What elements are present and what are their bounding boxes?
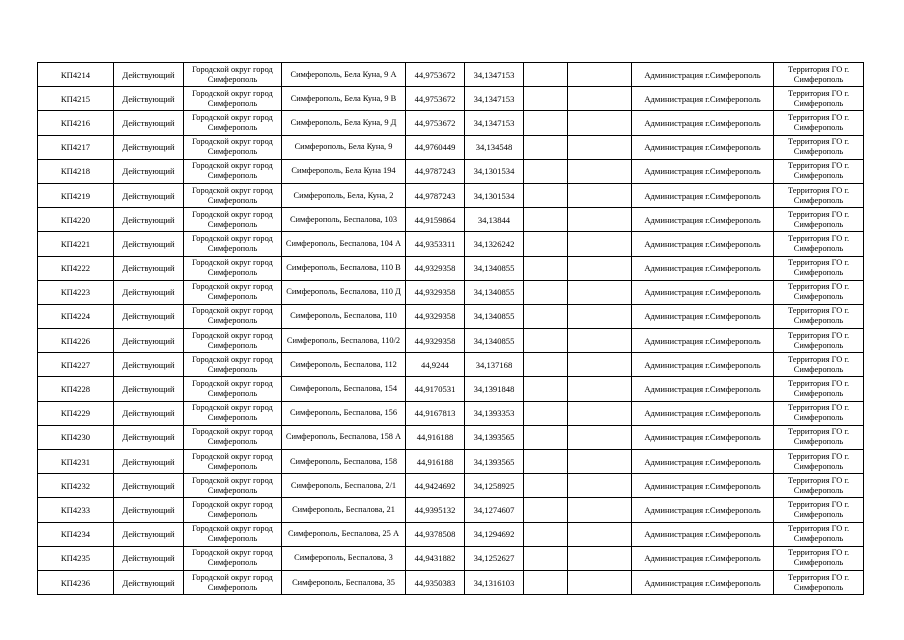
cell-territory: Территория ГО г. Симферополь bbox=[774, 183, 864, 207]
table-row bbox=[38, 401, 864, 425]
cell-empty-2 bbox=[568, 256, 632, 280]
cell-region: Городской округ город Симферополь bbox=[184, 232, 282, 256]
cell-status: Действующий bbox=[114, 135, 184, 159]
cell-empty-1 bbox=[524, 425, 568, 449]
table-row bbox=[38, 546, 864, 570]
table-row bbox=[38, 280, 864, 304]
table-row bbox=[38, 450, 864, 474]
cell-region: Городской округ город Симферополь bbox=[184, 546, 282, 570]
cell-territory: Территория ГО г. Симферополь bbox=[774, 232, 864, 256]
cell-latitude: 44,9329358 bbox=[406, 256, 465, 280]
cell-owner: Администрация г.Симферополь bbox=[632, 111, 774, 135]
cell-latitude: 44,9329358 bbox=[406, 329, 465, 353]
cell-empty-2 bbox=[568, 353, 632, 377]
cell-latitude: 44,9753672 bbox=[406, 87, 465, 111]
cell-status: Действующий bbox=[114, 232, 184, 256]
cell-address: Симферополь, Бела Куна 194 bbox=[282, 159, 406, 183]
cell-territory: Территория ГО г. Симферополь bbox=[774, 425, 864, 449]
cell-id: КП4223 bbox=[38, 280, 114, 304]
cell-address: Симферополь, Беспалова, 158 А bbox=[282, 425, 406, 449]
cell-region: Городской округ город Симферополь bbox=[184, 353, 282, 377]
cell-owner: Администрация г.Симферополь bbox=[632, 450, 774, 474]
cell-latitude: 44,9167813 bbox=[406, 401, 465, 425]
cell-address: Симферополь, Беспалова, 110 bbox=[282, 304, 406, 328]
cell-longitude: 34,1393353 bbox=[465, 401, 524, 425]
cell-id: КП4214 bbox=[38, 63, 114, 87]
cell-latitude: 44,9787243 bbox=[406, 159, 465, 183]
cell-address: Симферополь, Беспалова, 156 bbox=[282, 401, 406, 425]
cell-empty-1 bbox=[524, 159, 568, 183]
table-row bbox=[38, 183, 864, 207]
cell-empty-1 bbox=[524, 208, 568, 232]
cell-status: Действующий bbox=[114, 425, 184, 449]
cell-empty-2 bbox=[568, 474, 632, 498]
cell-empty-2 bbox=[568, 111, 632, 135]
cell-region: Городской округ город Симферополь bbox=[184, 135, 282, 159]
table-row bbox=[38, 111, 864, 135]
cell-owner: Администрация г.Симферополь bbox=[632, 425, 774, 449]
cell-owner: Администрация г.Симферополь bbox=[632, 256, 774, 280]
cell-address: Симферополь, Беспалова, 110/2 bbox=[282, 329, 406, 353]
cell-region: Городской округ город Симферополь bbox=[184, 63, 282, 87]
cell-empty-1 bbox=[524, 232, 568, 256]
cell-status: Действующий bbox=[114, 111, 184, 135]
cell-empty-2 bbox=[568, 208, 632, 232]
cell-longitude: 34,1258925 bbox=[465, 474, 524, 498]
cell-owner: Администрация г.Симферополь bbox=[632, 159, 774, 183]
cell-id: КП4230 bbox=[38, 425, 114, 449]
cell-status: Действующий bbox=[114, 256, 184, 280]
cell-empty-1 bbox=[524, 498, 568, 522]
cell-territory: Территория ГО г. Симферополь bbox=[774, 570, 864, 594]
cell-id: КП4231 bbox=[38, 450, 114, 474]
cell-territory: Территория ГО г. Симферополь bbox=[774, 353, 864, 377]
cell-owner: Администрация г.Симферополь bbox=[632, 474, 774, 498]
cell-region: Городской округ город Симферополь bbox=[184, 304, 282, 328]
cell-id: КП4226 bbox=[38, 329, 114, 353]
cell-address: Симферополь, Бела Куна, 9 bbox=[282, 135, 406, 159]
cell-empty-2 bbox=[568, 498, 632, 522]
cell-longitude: 34,1340855 bbox=[465, 329, 524, 353]
cell-empty-1 bbox=[524, 353, 568, 377]
cell-latitude: 44,9424692 bbox=[406, 474, 465, 498]
cell-latitude: 44,9753672 bbox=[406, 111, 465, 135]
cell-longitude: 34,1316103 bbox=[465, 570, 524, 594]
cell-id: КП4220 bbox=[38, 208, 114, 232]
cell-owner: Администрация г.Симферополь bbox=[632, 183, 774, 207]
cell-address: Симферополь, Бела Куна, 9 А bbox=[282, 63, 406, 87]
cell-status: Действующий bbox=[114, 329, 184, 353]
table-row bbox=[38, 498, 864, 522]
cell-longitude: 34,134548 bbox=[465, 135, 524, 159]
cell-id: КП4228 bbox=[38, 377, 114, 401]
cell-status: Действующий bbox=[114, 304, 184, 328]
table-row bbox=[38, 353, 864, 377]
table-row bbox=[38, 63, 864, 87]
table-row bbox=[38, 232, 864, 256]
cell-owner: Администрация г.Симферополь bbox=[632, 87, 774, 111]
cell-region: Городской округ город Симферополь bbox=[184, 522, 282, 546]
cell-region: Городской округ город Симферополь bbox=[184, 256, 282, 280]
cell-status: Действующий bbox=[114, 546, 184, 570]
cell-territory: Территория ГО г. Симферополь bbox=[774, 256, 864, 280]
cell-longitude: 34,1294692 bbox=[465, 522, 524, 546]
cell-empty-1 bbox=[524, 256, 568, 280]
cell-id: КП4235 bbox=[38, 546, 114, 570]
table-row bbox=[38, 87, 864, 111]
cell-longitude: 34,1274607 bbox=[465, 498, 524, 522]
cell-status: Действующий bbox=[114, 401, 184, 425]
cell-id: КП4215 bbox=[38, 87, 114, 111]
cell-address: Симферополь, Беспалова, 103 bbox=[282, 208, 406, 232]
cell-owner: Администрация г.Симферополь bbox=[632, 208, 774, 232]
cell-latitude: 44,9170531 bbox=[406, 377, 465, 401]
cell-latitude: 44,9159864 bbox=[406, 208, 465, 232]
cell-longitude: 34,1347153 bbox=[465, 111, 524, 135]
cell-id: КП4234 bbox=[38, 522, 114, 546]
cell-empty-1 bbox=[524, 63, 568, 87]
cell-territory: Территория ГО г. Симферополь bbox=[774, 377, 864, 401]
cell-latitude: 44,9753672 bbox=[406, 63, 465, 87]
cell-region: Городской округ город Симферополь bbox=[184, 425, 282, 449]
cell-id: КП4217 bbox=[38, 135, 114, 159]
cell-latitude: 44,9395132 bbox=[406, 498, 465, 522]
cell-empty-2 bbox=[568, 304, 632, 328]
cell-owner: Администрация г.Симферополь bbox=[632, 232, 774, 256]
cell-owner: Администрация г.Симферополь bbox=[632, 353, 774, 377]
table-row bbox=[38, 208, 864, 232]
cell-longitude: 34,1301534 bbox=[465, 159, 524, 183]
cell-owner: Администрация г.Симферополь bbox=[632, 377, 774, 401]
cell-id: КП4221 bbox=[38, 232, 114, 256]
table-body bbox=[38, 63, 864, 595]
cell-id: КП4232 bbox=[38, 474, 114, 498]
cell-id: КП4216 bbox=[38, 111, 114, 135]
cell-owner: Администрация г.Симферополь bbox=[632, 63, 774, 87]
cell-empty-1 bbox=[524, 401, 568, 425]
cell-latitude: 44,9244 bbox=[406, 353, 465, 377]
cell-territory: Территория ГО г. Симферополь bbox=[774, 159, 864, 183]
cell-region: Городской округ город Симферополь bbox=[184, 87, 282, 111]
cell-empty-1 bbox=[524, 111, 568, 135]
cell-address: Симферополь, Беспалова, 104 А bbox=[282, 232, 406, 256]
cell-region: Городской округ город Симферополь bbox=[184, 450, 282, 474]
cell-empty-2 bbox=[568, 377, 632, 401]
cell-territory: Территория ГО г. Симферополь bbox=[774, 401, 864, 425]
cell-address: Симферополь, Беспалова, 112 bbox=[282, 353, 406, 377]
cell-address: Симферополь, Беспалова, 110 В bbox=[282, 256, 406, 280]
cell-empty-1 bbox=[524, 280, 568, 304]
cell-territory: Территория ГО г. Симферополь bbox=[774, 304, 864, 328]
cell-id: КП4227 bbox=[38, 353, 114, 377]
cell-latitude: 44,916188 bbox=[406, 450, 465, 474]
cell-id: КП4233 bbox=[38, 498, 114, 522]
cell-empty-2 bbox=[568, 63, 632, 87]
cell-address: Симферополь, Беспалова, 110 Д bbox=[282, 280, 406, 304]
table-row bbox=[38, 304, 864, 328]
cell-territory: Территория ГО г. Симферополь bbox=[774, 498, 864, 522]
cell-empty-1 bbox=[524, 329, 568, 353]
cell-empty-2 bbox=[568, 450, 632, 474]
table-row bbox=[38, 522, 864, 546]
cell-status: Действующий bbox=[114, 570, 184, 594]
cell-empty-1 bbox=[524, 570, 568, 594]
cell-longitude: 34,137168 bbox=[465, 353, 524, 377]
table-row bbox=[38, 135, 864, 159]
cell-empty-2 bbox=[568, 546, 632, 570]
cell-empty-2 bbox=[568, 232, 632, 256]
cell-longitude: 34,1340855 bbox=[465, 256, 524, 280]
cell-id: КП4222 bbox=[38, 256, 114, 280]
cell-id: КП4229 bbox=[38, 401, 114, 425]
cell-owner: Администрация г.Симферополь bbox=[632, 522, 774, 546]
cell-empty-1 bbox=[524, 474, 568, 498]
cell-latitude: 44,9329358 bbox=[406, 304, 465, 328]
cell-region: Городской округ город Симферополь bbox=[184, 183, 282, 207]
cell-region: Городской округ город Симферополь bbox=[184, 377, 282, 401]
cell-status: Действующий bbox=[114, 183, 184, 207]
cell-empty-1 bbox=[524, 304, 568, 328]
cell-address: Симферополь, Бела Куна, 9 В bbox=[282, 87, 406, 111]
cell-longitude: 34,1252627 bbox=[465, 546, 524, 570]
table-row bbox=[38, 377, 864, 401]
table-row bbox=[38, 570, 864, 594]
cell-status: Действующий bbox=[114, 377, 184, 401]
cell-empty-1 bbox=[524, 87, 568, 111]
cell-empty-2 bbox=[568, 570, 632, 594]
cell-status: Действующий bbox=[114, 498, 184, 522]
cell-empty-2 bbox=[568, 329, 632, 353]
cell-empty-2 bbox=[568, 87, 632, 111]
cell-territory: Территория ГО г. Симферополь bbox=[774, 522, 864, 546]
cell-longitude: 34,1393565 bbox=[465, 450, 524, 474]
cell-territory: Территория ГО г. Симферополь bbox=[774, 135, 864, 159]
cell-owner: Администрация г.Симферополь bbox=[632, 401, 774, 425]
cell-id: КП4236 bbox=[38, 570, 114, 594]
table-row bbox=[38, 329, 864, 353]
cell-latitude: 44,9353311 bbox=[406, 232, 465, 256]
cell-empty-2 bbox=[568, 401, 632, 425]
cell-address: Симферополь, Беспалова, 154 bbox=[282, 377, 406, 401]
cell-latitude: 44,9378508 bbox=[406, 522, 465, 546]
cell-empty-1 bbox=[524, 522, 568, 546]
cell-latitude: 44,9350383 bbox=[406, 570, 465, 594]
table-row bbox=[38, 256, 864, 280]
cell-region: Городской округ город Симферополь bbox=[184, 498, 282, 522]
cell-empty-2 bbox=[568, 135, 632, 159]
cell-address: Симферополь, Беспалова, 21 bbox=[282, 498, 406, 522]
cell-territory: Территория ГО г. Симферополь bbox=[774, 63, 864, 87]
cell-region: Городской округ город Симферополь bbox=[184, 280, 282, 304]
table-row bbox=[38, 474, 864, 498]
cell-address: Симферополь, Бела, Куна, 2 bbox=[282, 183, 406, 207]
cell-territory: Территория ГО г. Симферополь bbox=[774, 87, 864, 111]
cell-owner: Администрация г.Симферополь bbox=[632, 570, 774, 594]
cell-status: Действующий bbox=[114, 208, 184, 232]
cell-longitude: 34,1391848 bbox=[465, 377, 524, 401]
cell-address: Симферополь, Беспалова, 35 bbox=[282, 570, 406, 594]
cell-longitude: 34,13844 bbox=[465, 208, 524, 232]
cell-region: Городской округ город Симферополь bbox=[184, 159, 282, 183]
cell-status: Действующий bbox=[114, 159, 184, 183]
cell-empty-1 bbox=[524, 135, 568, 159]
cell-id: КП4218 bbox=[38, 159, 114, 183]
cell-territory: Территория ГО г. Симферополь bbox=[774, 111, 864, 135]
cell-empty-2 bbox=[568, 183, 632, 207]
cell-address: Симферополь, Беспалова, 158 bbox=[282, 450, 406, 474]
cell-longitude: 34,1393565 bbox=[465, 425, 524, 449]
cell-empty-2 bbox=[568, 425, 632, 449]
table-row bbox=[38, 425, 864, 449]
cell-latitude: 44,9431882 bbox=[406, 546, 465, 570]
cell-empty-2 bbox=[568, 280, 632, 304]
cell-region: Городской округ город Симферополь bbox=[184, 474, 282, 498]
cell-region: Городской округ город Симферополь bbox=[184, 401, 282, 425]
cell-region: Городской округ город Симферополь bbox=[184, 208, 282, 232]
cell-territory: Территория ГО г. Симферополь bbox=[774, 474, 864, 498]
registry-table bbox=[37, 62, 864, 595]
cell-territory: Территория ГО г. Симферополь bbox=[774, 329, 864, 353]
cell-region: Городской округ город Симферополь bbox=[184, 570, 282, 594]
cell-address: Симферополь, Беспалова, 2/1 bbox=[282, 474, 406, 498]
cell-status: Действующий bbox=[114, 63, 184, 87]
cell-latitude: 44,916188 bbox=[406, 425, 465, 449]
cell-id: КП4224 bbox=[38, 304, 114, 328]
cell-owner: Администрация г.Симферополь bbox=[632, 304, 774, 328]
cell-empty-1 bbox=[524, 183, 568, 207]
cell-longitude: 34,1301534 bbox=[465, 183, 524, 207]
cell-longitude: 34,1340855 bbox=[465, 304, 524, 328]
cell-longitude: 34,1340855 bbox=[465, 280, 524, 304]
cell-status: Действующий bbox=[114, 353, 184, 377]
cell-status: Действующий bbox=[114, 280, 184, 304]
cell-latitude: 44,9787243 bbox=[406, 183, 465, 207]
cell-owner: Администрация г.Симферополь bbox=[632, 135, 774, 159]
cell-longitude: 34,1347153 bbox=[465, 87, 524, 111]
cell-empty-1 bbox=[524, 546, 568, 570]
cell-longitude: 34,1326242 bbox=[465, 232, 524, 256]
cell-empty-1 bbox=[524, 450, 568, 474]
cell-address: Симферополь, Бела Куна, 9 Д bbox=[282, 111, 406, 135]
cell-territory: Территория ГО г. Симферополь bbox=[774, 208, 864, 232]
cell-owner: Администрация г.Симферополь bbox=[632, 280, 774, 304]
cell-owner: Администрация г.Симферополь bbox=[632, 546, 774, 570]
cell-region: Городской округ город Симферополь bbox=[184, 111, 282, 135]
cell-empty-2 bbox=[568, 522, 632, 546]
cell-latitude: 44,9760449 bbox=[406, 135, 465, 159]
cell-territory: Территория ГО г. Симферополь bbox=[774, 546, 864, 570]
cell-territory: Территория ГО г. Симферополь bbox=[774, 280, 864, 304]
cell-region: Городской округ город Симферополь bbox=[184, 329, 282, 353]
cell-longitude: 34,1347153 bbox=[465, 63, 524, 87]
cell-owner: Администрация г.Симферополь bbox=[632, 498, 774, 522]
table-row bbox=[38, 159, 864, 183]
cell-status: Действующий bbox=[114, 474, 184, 498]
cell-status: Действующий bbox=[114, 87, 184, 111]
cell-latitude: 44,9329358 bbox=[406, 280, 465, 304]
cell-empty-1 bbox=[524, 377, 568, 401]
cell-address: Симферополь, Беспалова, 3 bbox=[282, 546, 406, 570]
cell-territory: Территория ГО г. Симферополь bbox=[774, 450, 864, 474]
cell-status: Действующий bbox=[114, 450, 184, 474]
cell-empty-2 bbox=[568, 159, 632, 183]
cell-address: Симферополь, Беспалова, 25 А bbox=[282, 522, 406, 546]
cell-id: КП4219 bbox=[38, 183, 114, 207]
cell-owner: Администрация г.Симферополь bbox=[632, 329, 774, 353]
cell-status: Действующий bbox=[114, 522, 184, 546]
